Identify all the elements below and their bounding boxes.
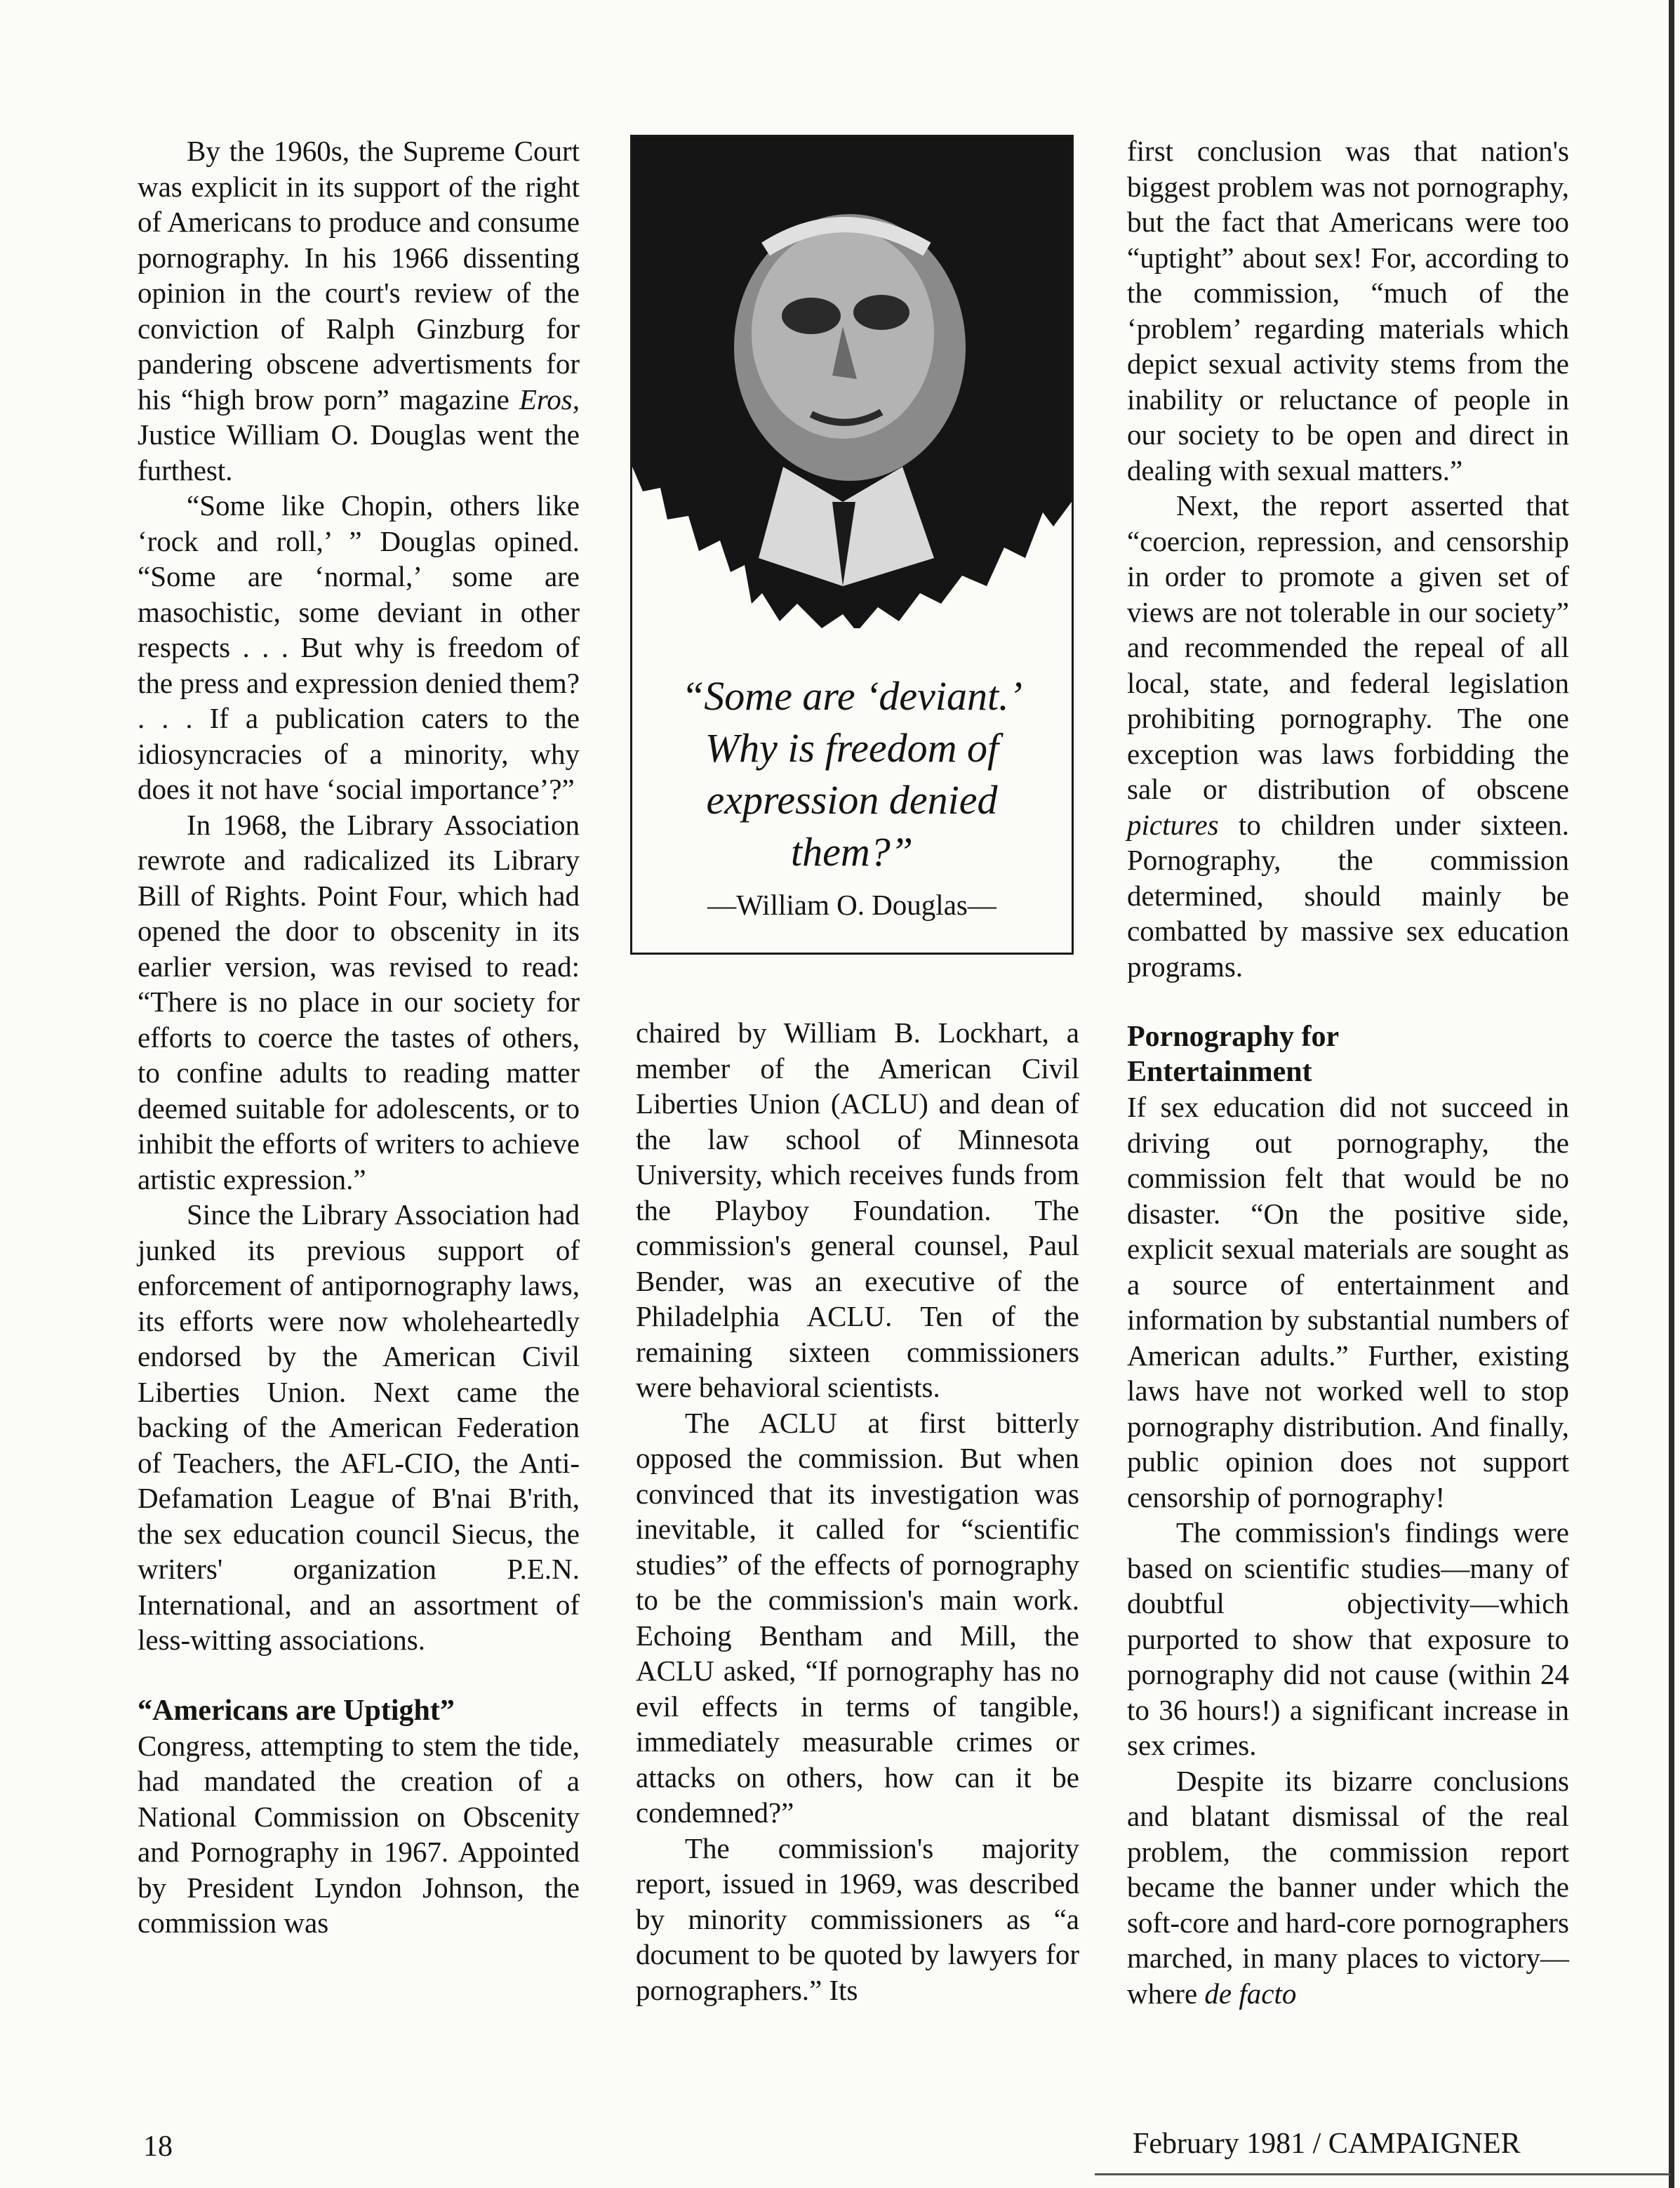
article-column-3 [1127, 133, 1569, 2011]
paragraph: If sex education did not succeed in driving out pornography, the commission felt that would be no disaster. “On the positive side, explicit sexual materials are sought as a source of entertainment and information by substantial numbers of American adults.” Further, existing laws have not worked well to stop pornography distribution. And finally, public opinion does not support censorship of pornography! [1127, 1091, 1569, 1513]
article-column-2 [636, 1015, 1079, 2008]
pullquote-text: “Some are ‘deviant.’ Why is freedom of expression denied them?” [681, 673, 1022, 875]
paragraph: By the 1960s, the Supreme Court was explicit in its support of the right of Americans to produce and consume pornography. In his 1966 dissenting opinion in the court's review of the conviction of Ralph Ginzburg for pandering obscene advertisments for his “high brow porn” magazine Eros, Justice William O. Douglas went the furthest. [138, 135, 580, 486]
paragraph: Next, the report asserted that “coercion, repression, and censorship in order to promote a given set of views are not tolerable in our society” and recommended the repeal of all local, state, and federal legislation prohibiting pornography. The one exception was laws forbidding the sale or distribution of obscene pictures to children under sixteen. Pornography, the commission determined, should mainly be combatted by massive sex education programs. [1127, 489, 1569, 983]
section-heading-americans-uptight: “Americans are Uptight” [138, 1694, 455, 1727]
article-column-1 [138, 133, 580, 1941]
magazine-title-italic: Eros, [519, 383, 580, 416]
paragraph: Despite its bizarre conclusions and blatant dismissal of the real problem, the commission report became the banner under which the soft-core and hard-core pornographers marched, in many places to victory—where de facto [1127, 1764, 1569, 2010]
paragraph: In 1968, the Library Association rewrote and radicalized its Library Bill of Rights. Point Four, which had opened the door to obscenity in its earlier version, was revised to read: “There is no place in our society for efforts to coerce the tastes of others, to confine adults to reading matter deemed suitable for adolescents, or to inhibit the efforts of writers to achieve artistic expression.” [138, 808, 580, 1195]
bottom-rule [1095, 2173, 1670, 2175]
paragraph: The ACLU at first bitterly opposed the commission. But when convinced that its investigation was inevitable, it called for “scientific studies” of the effects of pornography to be the commission's main work. Echoing Bentham and Mill, the ACLU asked, “If pornography has no evil effects in terms of tangible, immediately measurable crimes or attacks on others, how can it be condemned?” [636, 1406, 1079, 1829]
douglas-portrait-photo [632, 137, 1072, 628]
page-edge-scan-artifact [1669, 0, 1674, 2188]
page-number: 18 [143, 2130, 173, 2163]
issue-footer: February 1981 / CAMPAIGNER [1133, 2128, 1521, 2160]
emphasis-italic: de facto [1204, 1977, 1297, 2010]
paragraph: The commission's majority report, issued in 1969, was described by minority commissioners as “a document to be quoted by lawyers for pornographers.” Its [636, 1831, 1079, 2006]
paragraph: Congress, attempting to stem the tide, had mandated the creation of a National Commission on Obscenity and Pornography in 1967. Appointed by President Lyndon Johnson, the commission was [138, 1729, 580, 1939]
pullquote-box [630, 135, 1074, 955]
paragraph: first conclusion was that nation's biggest problem was not pornography, but the fact that Americans were too “uptight” about sex! For, according to the commission, “much of the ‘problem’ regarding materials which depict sexual activity stems from the inability or reluctance of people in our society to be open and direct in dealing with sexual matters.” [1127, 135, 1569, 486]
paragraph: The commission's findings were based on scientific studies—many of doubtful objectivity—which purported to show that exposure to pornography did not cause (within 24 to 36 hours!) a significant increase in sex crimes. [1127, 1516, 1569, 1761]
section-heading-entertainment: Pornography for Entertainment [1127, 1021, 1340, 1088]
paragraph: Since the Library Association had junked its previous support of enforcement of antipornography laws, its efforts were now wholeheartedly endorsed by the American Civil Liberties Union. Next came the backing of the American Federation of Teachers, the AFL-CIO, the Anti-Defamation League of B'nai B'rith, the sex education council Siecus, the writers' organization P.E.N. International, and an assortment of less-witting associations. [138, 1198, 580, 1656]
pullquote-attribution: —William O. Douglas— [707, 889, 996, 921]
paragraph: chaired by William B. Lockhart, a member of the American Civil Liberties Union (ACLU) and dean of the law school of Minnesota University, which receives funds from the Playboy Foundation. The commission's general counsel, Paul Bender, was an executive of the Philadelphia ACLU. Ten of the remaining sixteen commissioners were behavioral scientists. [636, 1016, 1079, 1403]
emphasis-italic: pictures [1127, 808, 1219, 841]
paragraph: “Some like Chopin, others like ‘rock and roll,’ ” Douglas opined. “Some are ‘normal,’ some are masochistic, some deviant in other respects . . . But why is freedom of the press and expression denied them? . . . If a publication caters to the idiosyncracies of a minority, why does it not have ‘social importance’?” [138, 489, 580, 805]
